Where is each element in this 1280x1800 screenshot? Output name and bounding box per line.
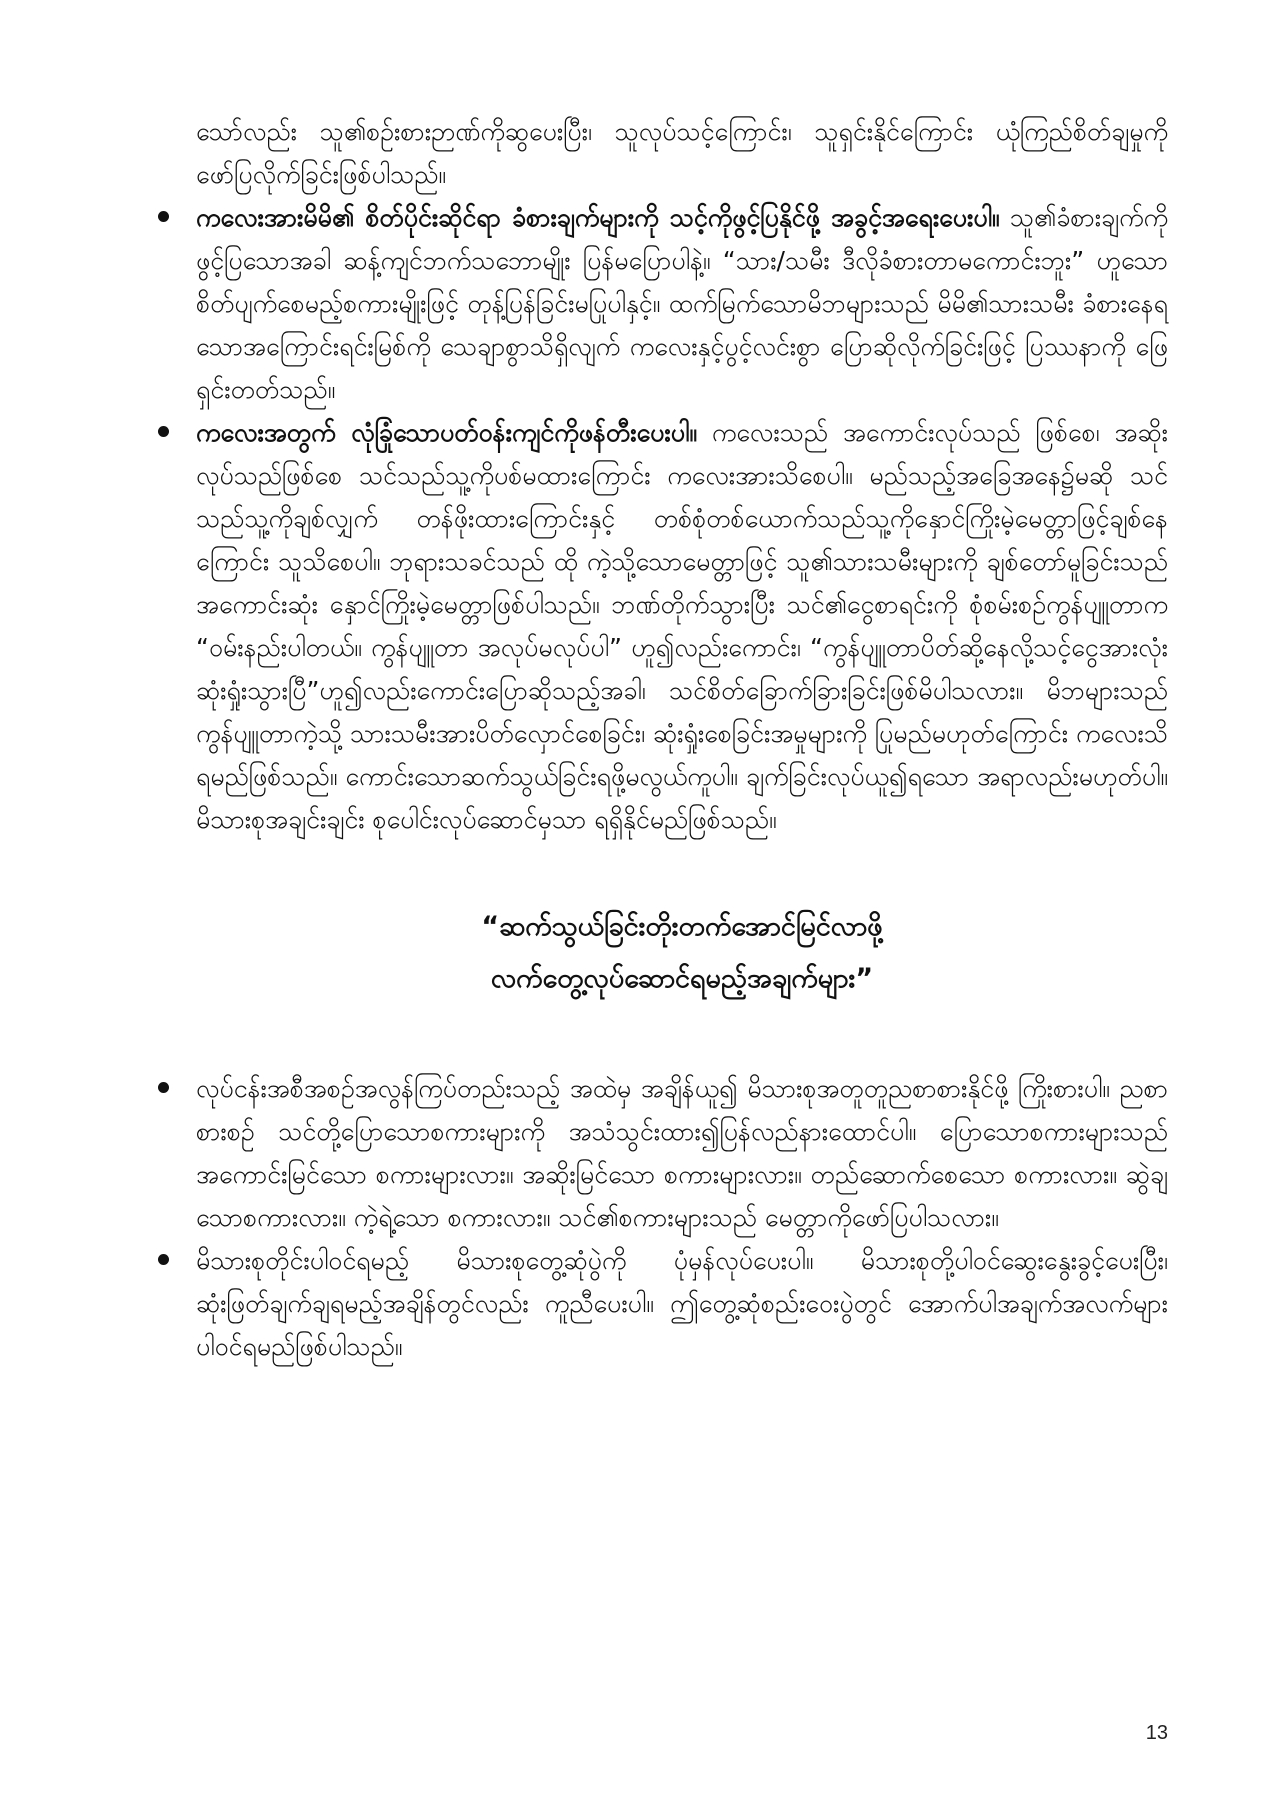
bullet-icon [158,426,169,437]
heading-line-1: “ဆက်သွယ်ခြင်းတိုးတက်အောင်မြင်လာဖို့ [481,911,883,942]
list-item [196,411,1168,841]
list-item [196,1239,1168,1368]
bullet-lead: ကလေးအားမိမိ၏ စိတ်ပိုင်းဆိုင်ရာ ခံစားချက်များကို သင့်ကိုဖွင့်ပြနိုင်ဖို့ အခွင့်အရေးပေးပါ။ [196,203,1000,232]
bullet-lead: ကလေးအတွက် လုံခြုံသောပတ်ဝန်းကျင်ကိုဖန်တီးပေးပါ။ [196,418,697,447]
page-number: 13 [1145,1722,1168,1744]
bullet-icon [158,1082,169,1093]
list-item [196,1067,1168,1239]
list-item [196,196,1168,411]
bottom-bullet-list [196,1067,1168,1368]
bullet-text: လုပ်ငန်းအစီအစဉ်အလွန်ကြပ်တည်းသည့် အထဲမှ အချိန်ယူ၍ မိသားစုအတူတူညစာစားနိုင်ဖို့ ကြိုးစားပါ။ ညစာစားစဉ် သင်တို့ပြောသောစကားများကို အသံသွင်းထား၍ပြန်လည်နားထောင်ပါ။ ပြောသောစကားများသည် အကောင်းမြင်သော စကားများလား။ အဆိုးမြင်သော စကားများလား။ တည်ဆောက်စေသော စကားလား။ ဆွဲချသောစကားလား။ ကဲ့ရဲ့သော စကားလား။ သင်၏စကားများသည် မေတ္တာကိုဖော်ပြပါသလား။ [196,1074,1168,1232]
bullet-text: သူ၏ခံစားချက်ကို ဖွင့်ပြသောအခါ ဆန့်ကျင်ဘက်သဘောမျိုး ပြန်မပြောပါနဲ့။ “သား/သမီး ဒီလိုခံစားတာမကောင်းဘူး” ဟူသော စိတ်ပျက်စေမည့်စကားမျိုးဖြင့် တုန့်ပြန်ခြင်းမပြုပါနှင့်။ ထက်မြက်သောမိဘများသည် မိမိ၏သားသမီး ခံစားနေရသောအကြောင်းရင်းမြစ်ကို သေချာစွာသိရှိလျက် ကလေးနှင့်ပွင့်လင်းစွာ ပြောဆိုလိုက်ခြင်းဖြင့် ပြဿနာကို ဖြေရှင်းတတ်သည်။ [196,203,1169,404]
bullet-text: ကလေးသည် အကောင်းလုပ်သည် ဖြစ်စေ၊ အဆိုးလုပ်သည်ဖြစ်စေ သင်သည်သူ့ကိုပစ်မထားကြောင်း ကလေးအားသိစေပါ။ မည်သည့်အခြေအနေ၌မဆို သင်သည်သူ့ကိုချစ်လျှက် တန်ဖိုးထားကြောင်းနှင့် တစ်စုံတစ်ယောက်သည်သူ့ကိုနှောင်ကြိုးမဲ့မေတ္တာဖြင့်ချစ်နေကြောင်း သူသိစေပါ။ ဘုရားသခင်သည် ထို ကဲ့သို့သောမေတ္တာဖြင့် သူ၏သားသမီးများကို ချစ်တော်မူခြင်းသည် အကောင်းဆုံး နှောင်ကြိုးမဲ့မေတ္တာဖြစ်ပါသည်။ ဘဏ်တိုက်သွားပြီး သင်၏ငွေစာရင်းကို စုံစမ်းစဉ်ကွန်ပျူတာက “ဝမ်းနည်းပါတယ်။ ကွန်ပျူတာ အလုပ်မလုပ်ပါ” ဟူ၍လည်းကောင်း၊ “ကွန်ပျူတာပိတ်ဆို့နေလို့သင့်ငွေအားလုံးဆုံးရှုံးသွားပြီ”ဟူ၍လည်းကောင်းပြောဆိုသည့်အခါ၊ သင်စိတ်ခြောက်ခြားခြင်းဖြစ်မိပါသလား။ မိဘများသည်ကွန်ပျူတာကဲ့သို့ သားသမီးအားပိတ်လှောင်စေခြင်း၊ ဆုံးရှုံးစေခြင်းအမှုများကို ပြုမည်မဟုတ်ကြောင်း ကလေးသိရမည်ဖြစ်သည်။ ကောင်းသောဆက်သွယ်ခြင်းရဖို့မလွယ်ကူပါ။ ချက်ခြင်းလုပ်ယူ၍ရသော အရာလည်းမဟုတ်ပါ။ မိသားစုအချင်းချင်း စုပေါင်းလုပ်ဆောင်မှသာ ရရှိနိုင်မည်ဖြစ်သည်။ [196,418,1168,834]
section-heading [196,901,1168,1005]
bullet-text: မိသားစုတိုင်းပါဝင်ရမည့် မိသားစုတွေ့ဆုံပွဲကို ပုံမှန်လုပ်ပေးပါ။ မိသားစုတို့ပါဝင်ဆွေးနွေးခွင့်ပေးပြီး၊ ဆုံးဖြတ်ချက်ချရမည့်အချိန်တွင်လည်း ကူညီပေးပါ။ ဤတွေ့ဆုံစည်းဝေးပွဲတွင် အောက်ပါအချက်အလက်များ ပါဝင်ရမည်ဖြစ်ပါသည်။ [196,1246,1168,1361]
bullet-icon [158,1254,169,1265]
top-bullet-list [196,196,1168,841]
heading-line-2: လက်တွေ့လုပ်ဆောင်ရမည့်အချက်များ” [490,963,874,994]
bullet-icon [158,211,169,222]
opening-paragraph: သော်လည်း သူ၏စဉ်းစားဉာဏ်ကိုဆွပေးပြီး၊ သူလုပ်သင့်ကြောင်း၊ သူရှင်းနိုင်ကြောင်း ယုံကြည်စိတ်ချမှုကို ဖော်ပြလိုက်ခြင်းဖြစ်ပါသည်။ [196,117,1168,189]
page-content [196,110,1168,1368]
